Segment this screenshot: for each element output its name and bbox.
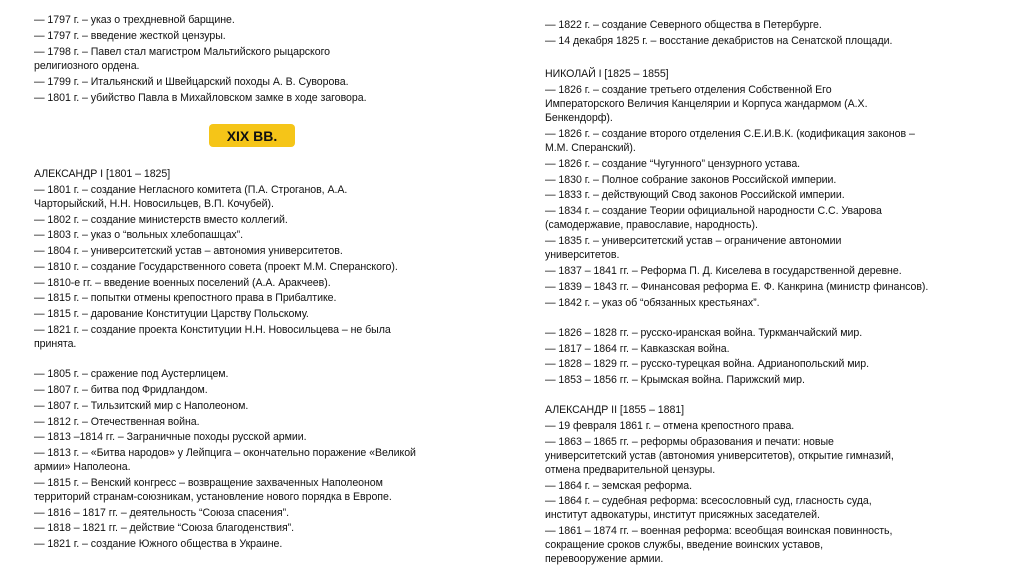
event-line: — 1833 г. – действующий Свод законов Российской империи. — [545, 189, 845, 201]
event-line: территорий странам-союзникам, установление нового порядка в Европе. — [34, 491, 392, 503]
event-line: — 1804 г. – университетский устав – автономия университетов. — [34, 245, 343, 257]
event-line: М.М. Сперанский). — [545, 142, 636, 154]
event-line: — 19 февраля 1861 г. – отмена крепостного права. — [545, 420, 795, 432]
event-line: сокращение сроков службы, введение воинских уставов, — [545, 539, 823, 551]
event-line: — 1821 г. – создание проекта Конституции Н.Н. Новосильцева – не была — [34, 324, 391, 336]
event-line: — 1853 – 1856 гг. – Крымская война. Парижский мир. — [545, 374, 805, 386]
event-line: — 1813 г. – «Битва народов» у Лейпцига – окончательно поражение «Великой — [34, 447, 416, 459]
century-badge: XIX ВВ. — [209, 124, 295, 147]
event-line: — 1834 г. – создание Теории официальной народности С.С. Уварова — [545, 205, 882, 217]
event-line: — 1864 г. – судебная реформа: всесословный суд, гласность суда, — [545, 495, 872, 507]
event-line: — 1799 г. – Итальянский и Швейцарский походы А. В. Суворова. — [34, 76, 349, 88]
event-line: — 1818 – 1821 гг. – действие “Союза благоденствия”. — [34, 522, 295, 534]
event-line: — 1863 – 1865 гг. – реформы образования и печати: новые — [545, 436, 834, 448]
alexander1-heading: АЛЕКСАНДР I [1801 – 1825] — [34, 168, 171, 180]
event-line: — 1810-е гг. – введение военных поселений (А.А. Аракчеев). — [34, 277, 331, 289]
event-line: — 1797 г. – введение жесткой цензуры. — [34, 30, 226, 42]
alexander2-heading: АЛЕКСАНДР II [1855 – 1881] — [545, 404, 685, 416]
event-line: — 1861 – 1874 гг. – военная реформа: всеобщая воинская повинность, — [545, 525, 893, 537]
event-line: — 14 декабря 1825 г. – восстание декабристов на Сенатской площади. — [545, 35, 893, 47]
event-line: принята. — [34, 338, 77, 350]
event-line: — 1802 г. – создание министерств вместо коллегий. — [34, 214, 288, 226]
event-line: университетов. — [545, 249, 620, 261]
event-line: — 1798 г. – Павел стал магистром Мальтийского рыцарского — [34, 46, 331, 58]
event-line: — 1839 – 1843 гг. – Финансовая реформа Е. Ф. Канкрина (министр финансов). — [545, 281, 929, 293]
event-line: — 1813 –1814 гг. – Заграничные походы русской армии. — [34, 431, 307, 443]
event-line: — 1807 г. – Тильзитский мир с Наполеоном. — [34, 400, 249, 412]
event-line: — 1864 г. – земская реформа. — [545, 480, 692, 492]
event-line: — 1807 г. – битва под Фридландом. — [34, 384, 208, 396]
nicholas1-heading: НИКОЛАЙ I [1825 – 1855] — [545, 68, 669, 80]
event-line: Чарторыйский, Н.Н. Новосильцев, В.П. Кочубей). — [34, 198, 274, 210]
event-line: институт адвокатуры, институт присяжных заседателей. — [545, 509, 820, 521]
event-line: университетский устав (автономия университетов), открытие гимназий, — [545, 450, 894, 462]
event-line: религиозного ордена. — [34, 60, 140, 72]
event-line: — 1822 г. – создание Северного общества в Петербурге. — [545, 19, 822, 31]
event-line: — 1830 г. – Полное собрание законов Российской империи. — [545, 174, 837, 186]
event-line: — 1826 г. – создание второго отделения С.Е.И.В.К. (кодификация законов – — [545, 128, 915, 140]
event-line: — 1835 г. – университетский устав – ограничение автономии — [545, 235, 842, 247]
event-line: (самодержавие, православие, народность). — [545, 219, 758, 231]
event-line: — 1826 г. – создание третьего отделения Собственной Его — [545, 84, 832, 96]
event-line: — 1815 г. – Венский конгресс – возвращение захваченных Наполеоном — [34, 477, 383, 489]
event-line: — 1805 г. – сражение под Аустерлицем. — [34, 368, 229, 380]
event-line: — 1801 г. – убийство Павла в Михайловском замке в ходе заговора. — [34, 92, 367, 104]
event-line: — 1815 г. – дарование Конституции Царству Польскому. — [34, 308, 309, 320]
event-line: — 1842 г. – указ об “обязанных крестьянах”. — [545, 297, 760, 309]
event-line: — 1816 – 1817 гг. – деятельность “Союза спасения”. — [34, 507, 289, 519]
event-line: — 1817 – 1864 гг. – Кавказская война. — [545, 343, 730, 355]
event-line: — 1812 г. – Отечественная война. — [34, 416, 200, 428]
event-line: — 1801 г. – создание Негласного комитета (П.А. Строганов, А.А. — [34, 184, 348, 196]
event-line: — 1821 г. – создание Южного общества в Украине. — [34, 538, 283, 550]
event-line: — 1837 – 1841 гг. – Реформа П. Д. Киселева в государственной деревне. — [545, 265, 902, 277]
event-line: — 1826 – 1828 гг. – русско-иранская война. Туркманчайский мир. — [545, 327, 863, 339]
event-line: армии» Наполеона. — [34, 461, 131, 473]
event-line: — 1797 г. – указ о трехдневной барщине. — [34, 14, 235, 26]
event-line: — 1803 г. – указ о “вольных хлебопашцах”. — [34, 229, 244, 241]
event-line: — 1810 г. – создание Государственного совета (проект М.М. Сперанского). — [34, 261, 398, 273]
event-line: Бенкендорф). — [545, 112, 613, 124]
event-line: перевооружение армии. — [545, 553, 664, 565]
event-line: — 1826 г. – создание “Чугунного” цензурного устава. — [545, 158, 801, 170]
event-line: — 1828 – 1829 гг. – русско-турецкая война. Адрианопольский мир. — [545, 358, 870, 370]
event-line: Императорского Величия Канцелярии и Корпуса жандармом (А.Х. — [545, 98, 868, 110]
event-line: отмена предварительной цензуры. — [545, 464, 716, 476]
event-line: — 1815 г. – попытки отмены крепостного права в Прибалтике. — [34, 292, 337, 304]
